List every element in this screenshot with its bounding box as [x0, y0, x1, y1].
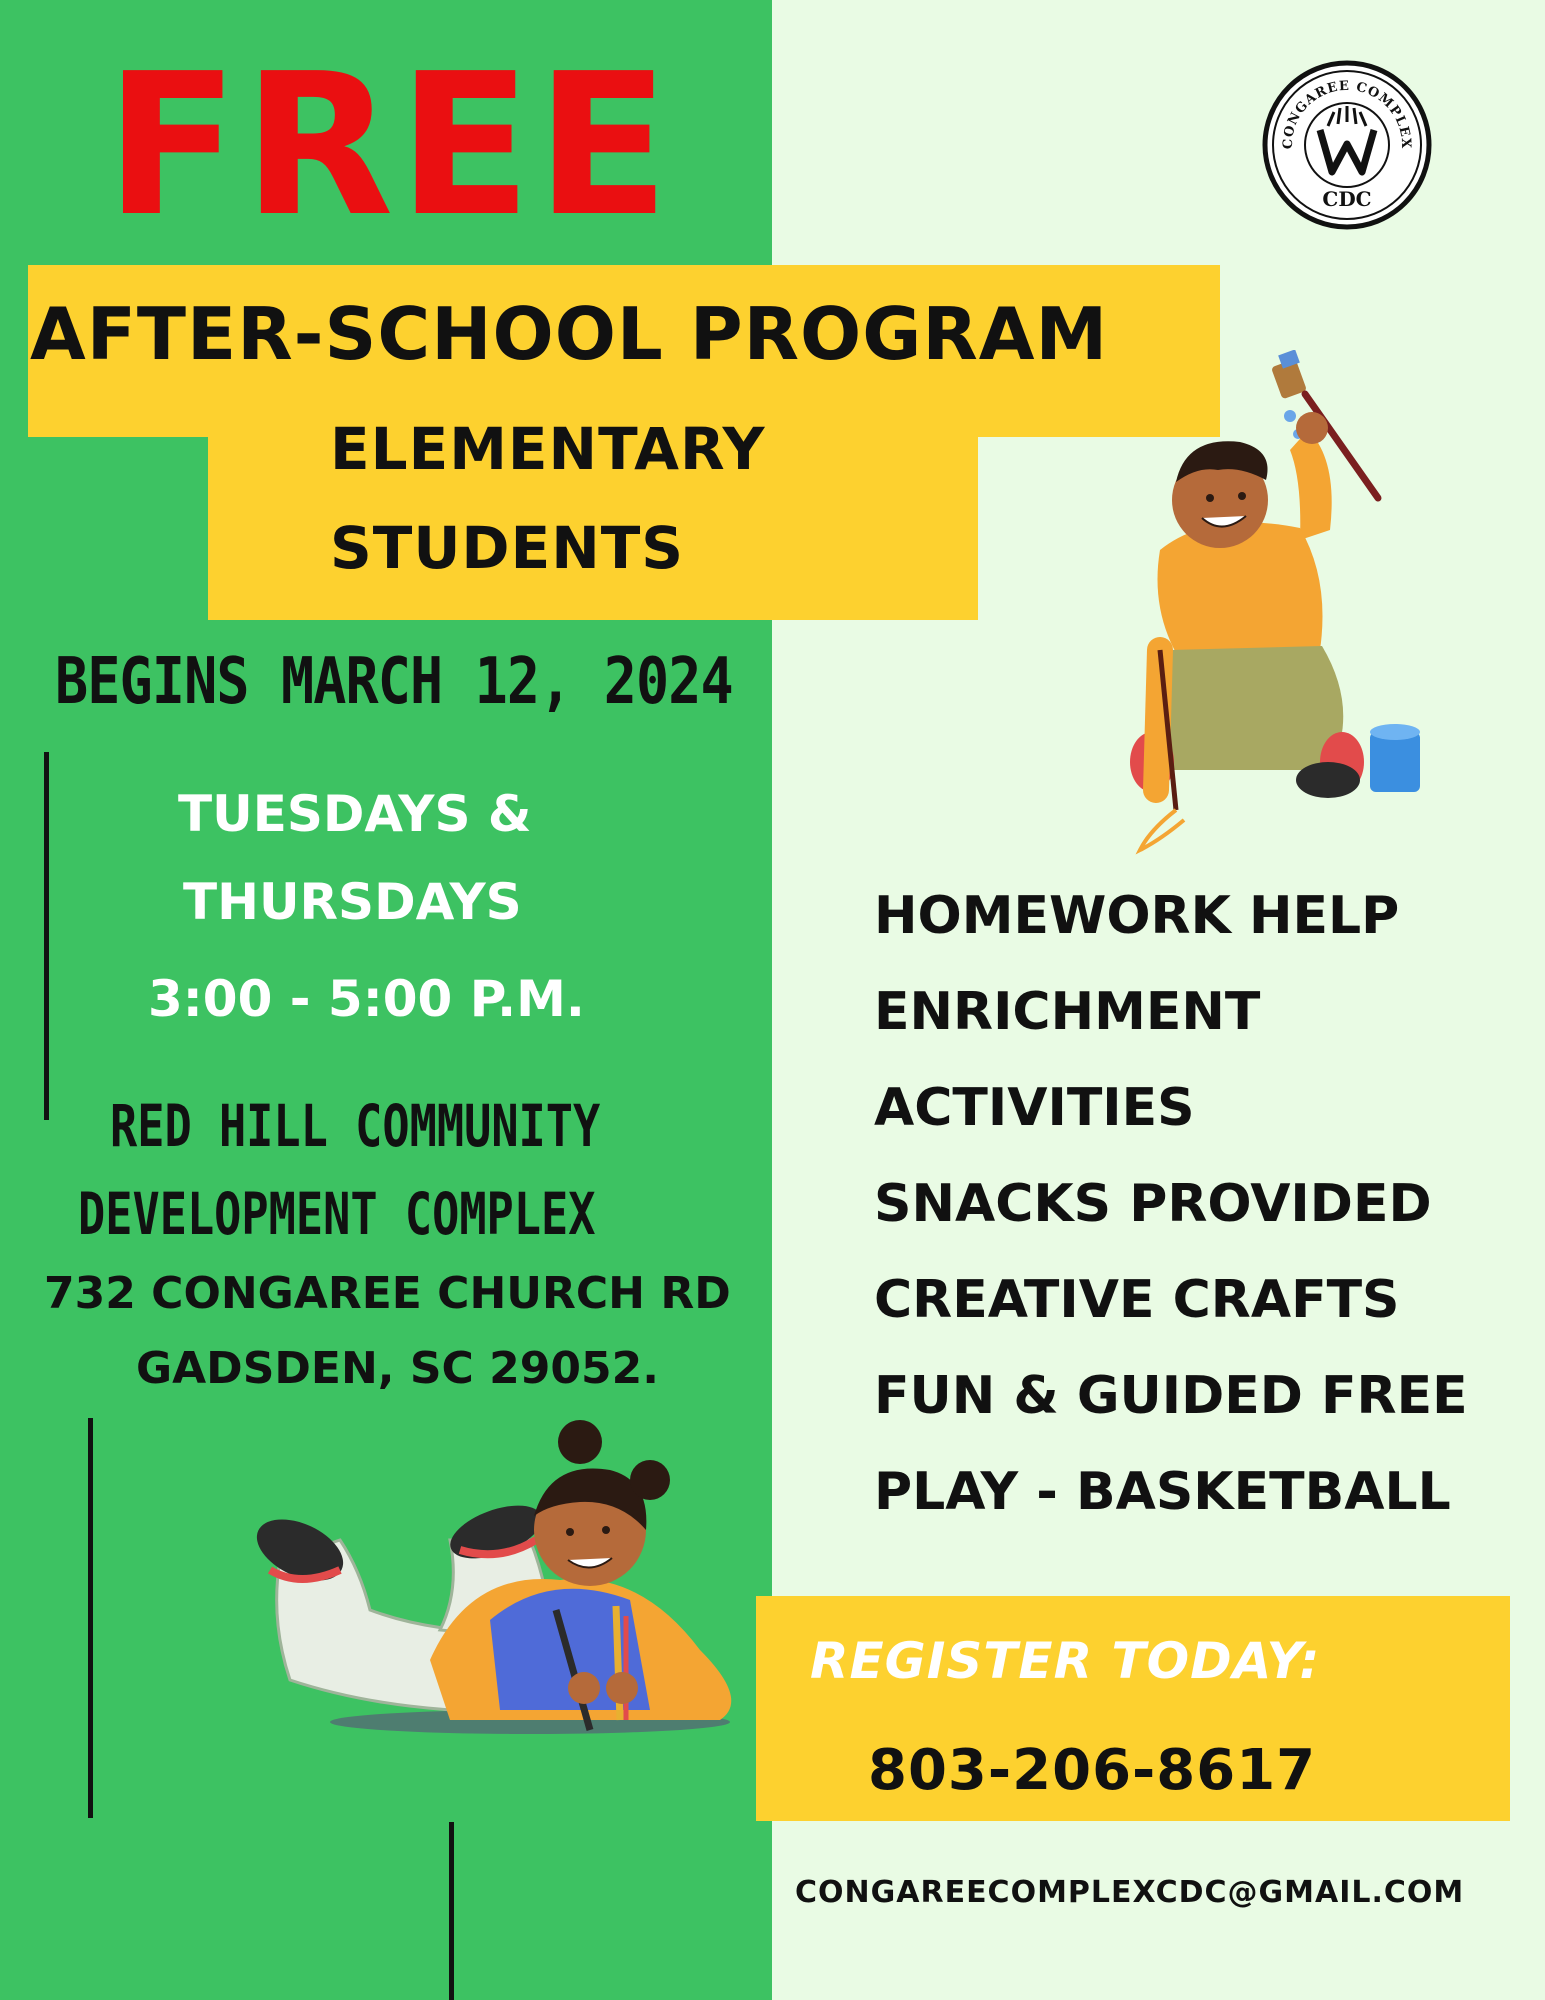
contact-email[interactable]: CONGAREECOMPLEXCDC@GMAIL.COM: [795, 1875, 1465, 1910]
congaree-seal-logo: [1262, 60, 1432, 230]
start-date: BEGINS MARCH 12, 2024: [55, 645, 733, 719]
venue-name-line-1: RED HILL COMMUNITY: [110, 1092, 601, 1160]
feature-item: CREATIVE CRAFTS: [874, 1270, 1400, 1330]
audience-line-2: STUDENTS: [330, 514, 685, 582]
address-line-1: 732 CONGAREE CHURCH RD: [44, 1268, 731, 1319]
feature-item: SNACKS PROVIDED: [874, 1174, 1432, 1234]
girl-drawing-illustration: [250, 1420, 760, 1740]
accent-line-2: [88, 1418, 93, 1818]
register-label: REGISTER TODAY:: [810, 1632, 1321, 1690]
feature-item: PLAY - BASKETBALL: [874, 1462, 1451, 1522]
schedule-days-line-2: THURSDAYS: [183, 873, 522, 931]
svg-text:CONGAREE COMPLEX: CONGAREE COMPLEX: [1280, 78, 1414, 150]
accent-line-3: [449, 1822, 454, 2000]
phone-number[interactable]: 803-206-8617: [868, 1738, 1317, 1803]
address-line-2: GADSDEN, SC 29052.: [136, 1343, 659, 1394]
svg-text:CDC: CDC: [1322, 187, 1372, 211]
free-headline: FREE: [105, 32, 674, 260]
schedule-days-line-1: TUESDAYS &: [178, 785, 532, 843]
venue-name-line-2: DEVELOPMENT COMPLEX: [78, 1180, 596, 1248]
schedule-hours: 3:00 - 5:00 P.M.: [148, 970, 585, 1028]
feature-item: FUN & GUIDED FREE: [874, 1366, 1468, 1426]
accent-line-1: [44, 752, 49, 1120]
program-title: AFTER-SCHOOL PROGRAM: [30, 292, 1109, 376]
feature-item: HOMEWORK HELP: [874, 886, 1400, 946]
audience-line-1: ELEMENTARY: [330, 415, 766, 483]
feature-item: ACTIVITIES: [874, 1078, 1195, 1138]
feature-item: ENRICHMENT: [874, 982, 1261, 1042]
boy-painting-illustration: [1090, 350, 1420, 860]
